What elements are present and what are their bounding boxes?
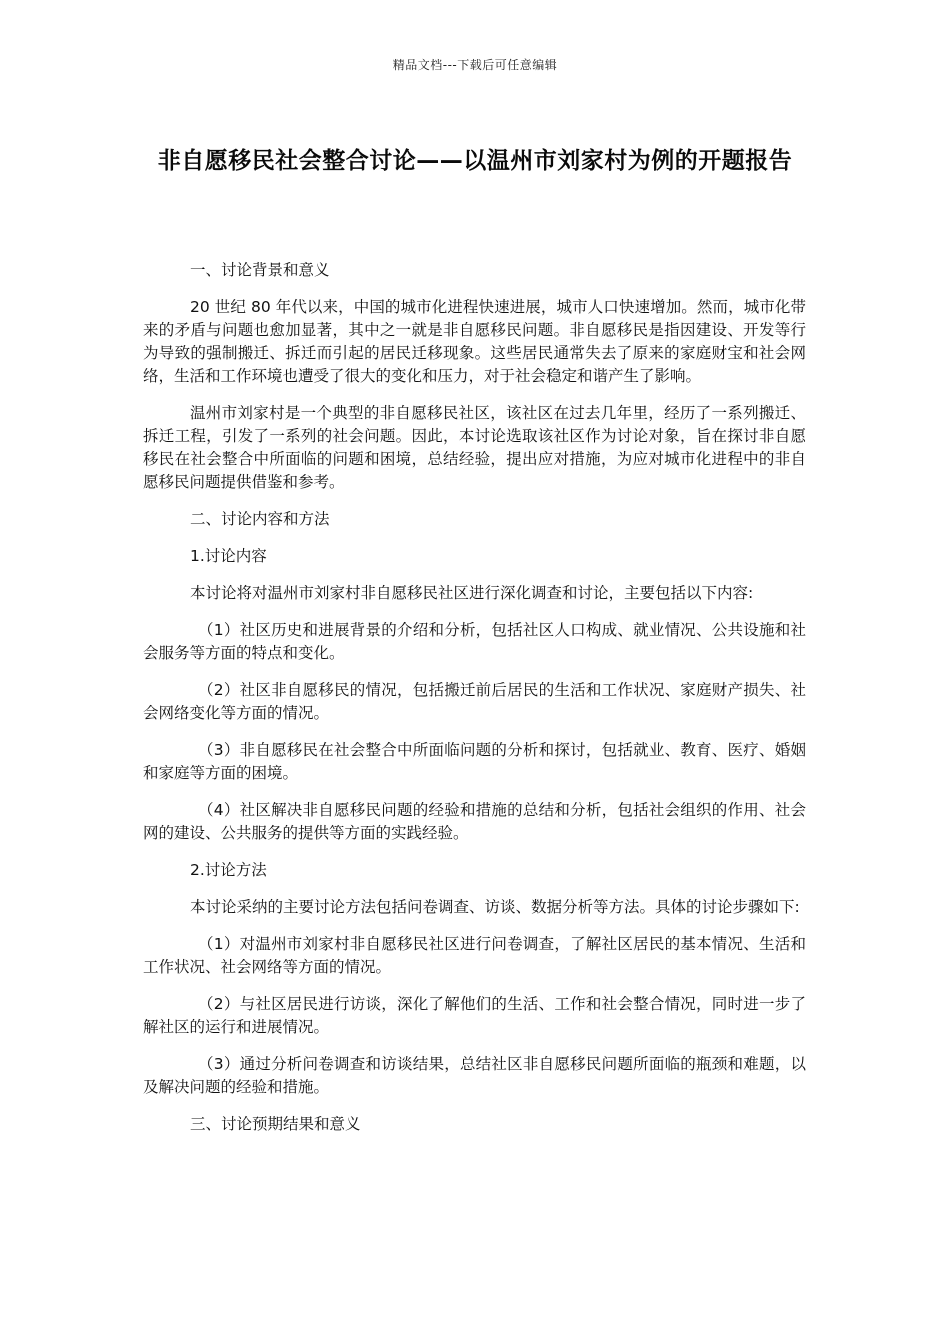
section-heading-background: 一、讨论背景和意义 bbox=[190, 261, 330, 279]
subheading-content: 1.讨论内容 bbox=[190, 547, 267, 565]
section-heading-expected-results: 三、讨论预期结果和意义 bbox=[190, 1115, 361, 1133]
list-item-content-1: （1）社区历史和进展背景的介绍和分析，包括社区人口构成、就业情况、公共设施和社会服务等方面的特点和变化。 bbox=[143, 621, 806, 662]
list-item-content-2: （2）社区非自愿移民的情况，包括搬迁前后居民的生活和工作状况、家庭财产损失、社会网络变化等方面的情况。 bbox=[143, 681, 806, 722]
header-note: 精品文档---下载后可任意编辑 bbox=[392, 58, 558, 72]
list-item-content-3: （3）非自愿移民在社会整合中所面临问题的分析和探讨，包括就业、教育、医疗、婚姻和家庭等方面的困境。 bbox=[143, 741, 806, 782]
list-item-content-4: （4）社区解决非自愿移民问题的经验和措施的总结和分析，包括社会组织的作用、社会网的建设、公共服务的提供等方面的实践经验。 bbox=[143, 801, 806, 842]
list-item-method-2: （2）与社区居民进行访谈，深化了解他们的生活、工作和社会整合情况，同时进一步了解社区的运行和进展情况。 bbox=[143, 995, 806, 1036]
list-item-method-3: （3）通过分析问卷调查和访谈结果，总结社区非自愿移民问题所面临的瓶颈和难题，以及解决问题的经验和措施。 bbox=[143, 1055, 806, 1096]
subheading-method: 2.讨论方法 bbox=[190, 861, 267, 879]
document-title: 非自愿移民社会整合讨论——以温州市刘家村为例的开题报告 bbox=[157, 148, 793, 174]
paragraph-content-intro: 本讨论将对温州市刘家村非自愿移民社区进行深化调查和讨论，主要包括以下内容: bbox=[190, 584, 754, 602]
list-item-method-1: （1）对温州市刘家村非自愿移民社区进行问卷调查，了解社区居民的基本情况、生活和工作状况、社会网络等方面的情况。 bbox=[143, 935, 806, 976]
document-body bbox=[143, 259, 806, 1150]
paragraph-method-intro: 本讨论采纳的主要讨论方法包括问卷调查、访谈、数据分析等方法。具体的讨论步骤如下: bbox=[190, 898, 800, 916]
paragraph-background-2: 温州市刘家村是一个典型的非自愿移民社区，该社区在过去几年里，经历了一系列搬迁、拆迁工程，引发了一系列的社会问题。因此，本讨论选取该社区作为讨论对象，旨在探讨非自愿移民在社会整合中所面临的问题和困境，总结经验，提出应对措施，为应对城市化进程中的非自愿移民问题提供借鉴和参考。 bbox=[143, 404, 806, 491]
paragraph-background-1: 20 世纪 80 年代以来，中国的城市化进程快速进展，城市人口快速增加。然而，城市化带来的矛盾与问题也愈加显著，其中之一就是非自愿移民问题。非自愿移民是指因建设、开发等行为导致的强制搬迁、拆迁而引起的居民迁移现象。这些居民通常失去了原来的家庭财宝和社会网络，生活和工作环境也遭受了很大的变化和压力，对于社会稳定和谐产生了影响。 bbox=[143, 298, 806, 385]
section-heading-content-method: 二、讨论内容和方法 bbox=[190, 510, 330, 528]
